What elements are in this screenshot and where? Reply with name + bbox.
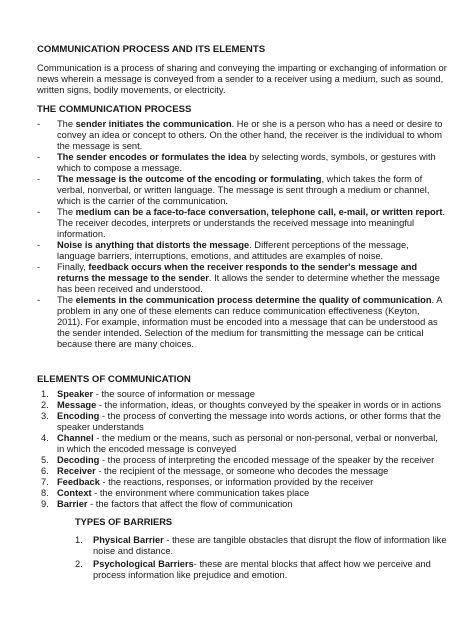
bullet-dash: - <box>37 119 41 129</box>
bullet-dash: - <box>37 207 41 217</box>
elements-list <box>37 389 447 510</box>
elements-heading: ELEMENTS OF COMMUNICATION <box>37 374 191 385</box>
element-item: 8. Context - the environment where communication takes place <box>41 488 310 498</box>
process-heading: THE COMMUNICATION PROCESS <box>37 104 192 115</box>
element-item: 5. Decoding - the process of interpreting the encoded message of the speaker by the receiver <box>41 455 435 465</box>
barriers-heading: TYPES OF BARRIERS <box>75 517 173 527</box>
bullet-dash: - <box>37 174 41 184</box>
process-item: - Noise is anything that distorts the message. Different perceptions of the message, language barriers, interruptions, emotions, and attitudes are examples of noise. <box>37 240 409 261</box>
process-item: - The message is the outcome of the encoding or formulating, which takes the form of verbal, nonverbal, or written language. The message is sent through a medium or channel, which is the carrier of the communication. <box>37 174 430 206</box>
element-item: 6. Receiver - the recipient of the message, or someone who decodes the message <box>41 466 389 476</box>
process-item: - The elements in the communication process determine the quality of communication. A problem in any one of these elements can reduce communication effectiveness (Keyton, 2011). For example, information must be encoded into a message that can be understood as the sender intended. Selection of the medium for transmitting the message can be critical because there are many choices. <box>37 295 442 349</box>
barrier-item: 1. Physical Barrier - these are tangible obstacles that disrupt the flow of information like noise and distance. <box>75 535 447 556</box>
element-item: 3. Encoding - the process of converting the message into words actions, or other forms that the speaker understands <box>41 411 441 432</box>
document-page <box>37 44 447 581</box>
process-item: - The medium can be a face-to-face conversation, telephone call, e-mail, or written report. The receiver decodes, interprets or understands the received message into meaningful information. <box>37 207 446 239</box>
barrier-item: 2. Psychological Barriers- these are mental blocks that affect how we perceive and process information like prejudice and emotion. <box>75 559 431 580</box>
element-item: 9. Barrier - the factors that affect the flow of communication <box>41 499 293 509</box>
element-item: 4. Channel - the medium or the means, such as personal or non-personal, verbal or nonverbal, in which the encoded message is conveyed <box>41 433 438 454</box>
bullet-dash: - <box>37 240 41 250</box>
element-item: 2. Message - the information, ideas, or thoughts conveyed by the speaker in words or in actions <box>41 400 441 410</box>
process-item: - Finally, feedback occurs when the receiver responds to the sender's message and returns the message to the sender. It allows the sender to determine whether the message has been received and understood. <box>37 262 440 294</box>
barriers-section <box>75 517 447 581</box>
element-item: 7. Feedback - the reactions, responses, or information provided by the receiver <box>41 477 374 487</box>
process-item: - The sender encodes or formulates the idea by selecting words, symbols, or gestures with which to compose a message. <box>37 152 436 173</box>
process-list <box>37 119 447 350</box>
process-item: - The sender initiates the communication. He or she is a person who has a need or desire to convey an idea or concept to others. On the other hand, the receiver is the individual to whom the message is sent. <box>37 119 443 151</box>
intro-paragraph: Communication is a process of sharing and conveying the imparting or exchanging of information or news wherein a message is conveyed from a sender to a receiver using a medium, such as sound, written signs, bodily movements, or electricity. <box>37 63 447 95</box>
bullet-dash: - <box>37 295 41 305</box>
bullet-dash: - <box>37 152 41 162</box>
barriers-list <box>75 535 447 581</box>
element-item: 1. Speaker - the source of information or message <box>41 389 255 399</box>
bullet-dash: - <box>37 262 41 272</box>
document-title: COMMUNICATION PROCESS AND ITS ELEMENTS <box>37 44 266 55</box>
